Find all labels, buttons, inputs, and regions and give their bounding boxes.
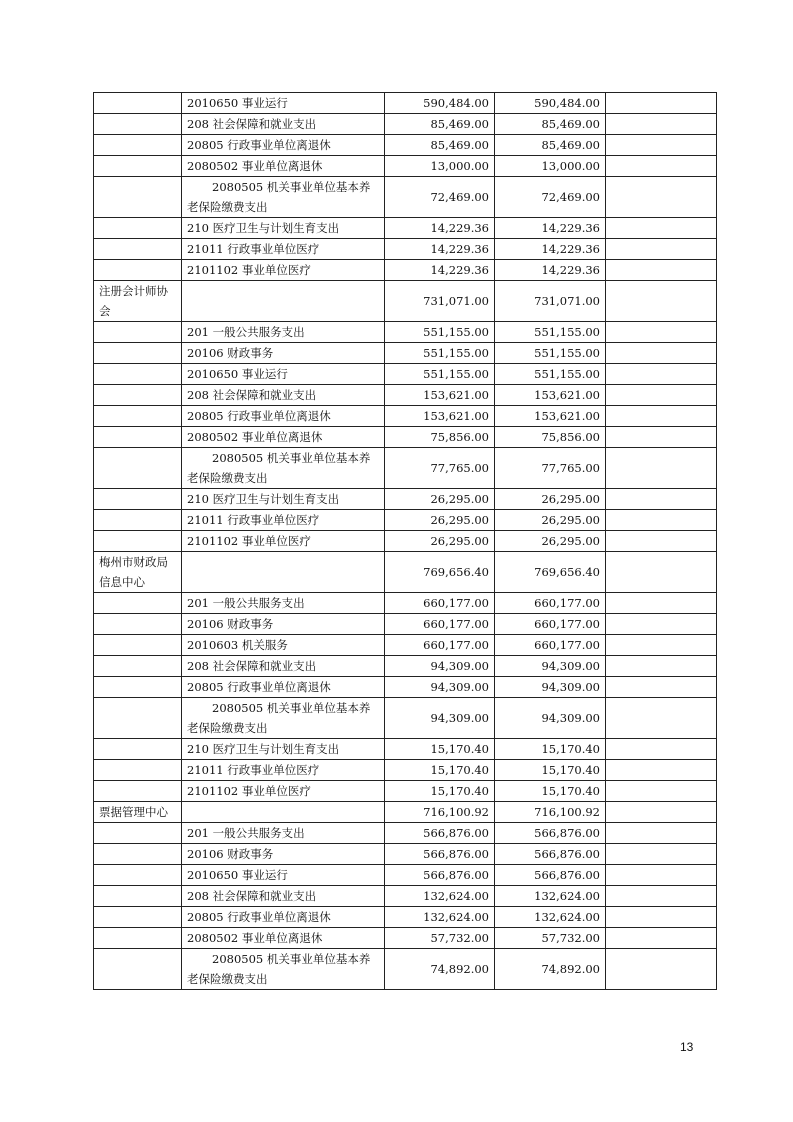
unit-cell [94, 928, 182, 949]
budget-item-cell: 208 社会保障和就业支出 [182, 114, 385, 135]
blank-cell [606, 656, 717, 677]
allocated-amount-cell: 660,177.00 [495, 635, 606, 656]
amount-cell: 94,309.00 [385, 677, 495, 698]
budget-item-cell: 21011 行政事业单位医疗 [182, 760, 385, 781]
amount-cell: 75,856.00 [385, 427, 495, 448]
budget-item-cell: 21011 行政事业单位医疗 [182, 239, 385, 260]
budget-item-cell: 2010603 机关服务 [182, 635, 385, 656]
budget-item-cell: 2010650 事业运行 [182, 865, 385, 886]
blank-cell [606, 739, 717, 760]
unit-cell [94, 760, 182, 781]
unit-name-line-1: 梅州市财政局 [99, 555, 168, 569]
blank-cell [606, 823, 717, 844]
blank-cell [606, 322, 717, 343]
budget-item-cell: 20106 财政事务 [182, 844, 385, 865]
table-row [94, 823, 717, 844]
allocated-amount-cell: 551,155.00 [495, 364, 606, 385]
allocated-amount-cell: 94,309.00 [495, 656, 606, 677]
amount-cell: 660,177.00 [385, 635, 495, 656]
allocated-amount-cell: 716,100.92 [495, 802, 606, 823]
allocated-amount-cell: 13,000.00 [495, 156, 606, 177]
budget-item-cell: 2010650 事业运行 [182, 364, 385, 385]
amount-cell: 15,170.40 [385, 781, 495, 802]
budget-item-cell: 20106 财政事务 [182, 343, 385, 364]
amount-cell: 566,876.00 [385, 865, 495, 886]
budget-item-cell: 2080502 事业单位离退休 [182, 427, 385, 448]
unit-cell [94, 886, 182, 907]
amount-cell: 94,309.00 [385, 656, 495, 677]
amount-cell: 660,177.00 [385, 593, 495, 614]
blank-cell [606, 281, 717, 322]
allocated-amount-cell: 132,624.00 [495, 886, 606, 907]
unit-cell [94, 93, 182, 114]
table-row [94, 177, 717, 218]
blank-cell [606, 239, 717, 260]
unit-cell [94, 552, 182, 593]
unit-cell [94, 614, 182, 635]
blank-cell [606, 364, 717, 385]
blank-cell [606, 531, 717, 552]
amount-cell: 57,732.00 [385, 928, 495, 949]
unit-cell [94, 781, 182, 802]
budget-item-cell: 20805 行政事业单位离退休 [182, 677, 385, 698]
budget-item-line-1: 2080505 机关事业单位基本养 [212, 180, 371, 194]
blank-cell [606, 949, 717, 990]
budget-item-cell: 20805 行政事业单位离退休 [182, 907, 385, 928]
budget-item-line-1: 2080505 机关事业单位基本养 [212, 952, 371, 966]
budget-item-cell [182, 698, 385, 739]
budget-table-body [94, 93, 717, 990]
table-row [94, 135, 717, 156]
amount-cell: 153,621.00 [385, 406, 495, 427]
budget-item-cell [182, 448, 385, 489]
table-row [94, 281, 717, 322]
table-row [94, 427, 717, 448]
allocated-amount-cell: 94,309.00 [495, 698, 606, 739]
blank-cell [606, 552, 717, 593]
unit-cell [94, 364, 182, 385]
table-row [94, 260, 717, 281]
budget-item-cell [182, 281, 385, 322]
allocated-amount-cell: 26,295.00 [495, 510, 606, 531]
blank-cell [606, 844, 717, 865]
blank-cell [606, 698, 717, 739]
allocated-amount-cell: 72,469.00 [495, 177, 606, 218]
amount-cell: 551,155.00 [385, 343, 495, 364]
budget-item-cell: 201 一般公共服务支出 [182, 322, 385, 343]
allocated-amount-cell: 132,624.00 [495, 907, 606, 928]
budget-item-cell: 20106 财政事务 [182, 614, 385, 635]
table-row [94, 677, 717, 698]
budget-item-cell: 210 医疗卫生与计划生育支出 [182, 489, 385, 510]
amount-cell: 566,876.00 [385, 844, 495, 865]
amount-cell: 15,170.40 [385, 760, 495, 781]
budget-item-cell: 20805 行政事业单位离退休 [182, 406, 385, 427]
unit-cell [94, 114, 182, 135]
allocated-amount-cell: 153,621.00 [495, 406, 606, 427]
amount-cell: 85,469.00 [385, 135, 495, 156]
table-row [94, 322, 717, 343]
table-row [94, 343, 717, 364]
table-row [94, 218, 717, 239]
amount-cell: 551,155.00 [385, 364, 495, 385]
unit-cell [94, 406, 182, 427]
budget-item-line-1: 2080505 机关事业单位基本养 [212, 701, 371, 715]
unit-cell [94, 489, 182, 510]
unit-cell [94, 385, 182, 406]
budget-item-cell: 2080502 事业单位离退休 [182, 156, 385, 177]
budget-table [93, 92, 717, 990]
unit-cell [94, 531, 182, 552]
unit-cell [94, 448, 182, 489]
unit-cell [94, 635, 182, 656]
unit-cell [94, 322, 182, 343]
blank-cell [606, 510, 717, 531]
allocated-amount-cell: 15,170.40 [495, 739, 606, 760]
blank-cell [606, 781, 717, 802]
budget-item-cell: 2101102 事业单位医疗 [182, 260, 385, 281]
unit-name-line-2: 信息中心 [99, 575, 145, 589]
table-row [94, 239, 717, 260]
budget-item-cell: 21011 行政事业单位医疗 [182, 510, 385, 531]
allocated-amount-cell: 660,177.00 [495, 614, 606, 635]
unit-cell [94, 907, 182, 928]
blank-cell [606, 343, 717, 364]
amount-cell: 85,469.00 [385, 114, 495, 135]
budget-item-cell: 208 社会保障和就业支出 [182, 886, 385, 907]
allocated-amount-cell: 566,876.00 [495, 844, 606, 865]
blank-cell [606, 114, 717, 135]
amount-cell: 132,624.00 [385, 907, 495, 928]
unit-cell [94, 239, 182, 260]
blank-cell [606, 218, 717, 239]
unit-cell [94, 135, 182, 156]
unit-name-line-2: 会 [99, 304, 111, 318]
budget-item-cell: 201 一般公共服务支出 [182, 823, 385, 844]
allocated-amount-cell: 660,177.00 [495, 593, 606, 614]
amount-cell: 13,000.00 [385, 156, 495, 177]
budget-item-cell: 208 社会保障和就业支出 [182, 385, 385, 406]
allocated-amount-cell: 26,295.00 [495, 531, 606, 552]
unit-cell [94, 510, 182, 531]
blank-cell [606, 135, 717, 156]
amount-cell: 660,177.00 [385, 614, 495, 635]
unit-cell [94, 739, 182, 760]
unit-cell [94, 260, 182, 281]
table-row [94, 385, 717, 406]
unit-cell [94, 823, 182, 844]
budget-item-cell [182, 949, 385, 990]
allocated-amount-cell: 26,295.00 [495, 489, 606, 510]
unit-cell [94, 656, 182, 677]
budget-item-cell [182, 177, 385, 218]
table-row [94, 489, 717, 510]
blank-cell [606, 928, 717, 949]
amount-cell: 26,295.00 [385, 531, 495, 552]
blank-cell [606, 593, 717, 614]
amount-cell: 132,624.00 [385, 886, 495, 907]
amount-cell: 551,155.00 [385, 322, 495, 343]
blank-cell [606, 614, 717, 635]
budget-item-line-2: 老保险缴费支出 [187, 972, 268, 986]
blank-cell [606, 406, 717, 427]
unit-cell [94, 427, 182, 448]
unit-cell [94, 218, 182, 239]
table-row [94, 698, 717, 739]
blank-cell [606, 677, 717, 698]
table-row [94, 907, 717, 928]
allocated-amount-cell: 14,229.36 [495, 260, 606, 281]
allocated-amount-cell: 769,656.40 [495, 552, 606, 593]
allocated-amount-cell: 551,155.00 [495, 343, 606, 364]
unit-cell [94, 343, 182, 364]
allocated-amount-cell: 566,876.00 [495, 865, 606, 886]
amount-cell: 74,892.00 [385, 949, 495, 990]
budget-item-cell: 2010650 事业运行 [182, 93, 385, 114]
unit-cell [94, 844, 182, 865]
table-row [94, 844, 717, 865]
table-row [94, 406, 717, 427]
unit-cell [94, 593, 182, 614]
unit-cell [94, 865, 182, 886]
blank-cell [606, 886, 717, 907]
blank-cell [606, 427, 717, 448]
table-row [94, 364, 717, 385]
allocated-amount-cell: 74,892.00 [495, 949, 606, 990]
unit-cell [94, 281, 182, 322]
allocated-amount-cell: 94,309.00 [495, 677, 606, 698]
blank-cell [606, 177, 717, 218]
unit-cell: 票据管理中心 [94, 802, 182, 823]
allocated-amount-cell: 15,170.40 [495, 781, 606, 802]
budget-item-cell: 208 社会保障和就业支出 [182, 656, 385, 677]
amount-cell: 14,229.36 [385, 218, 495, 239]
budget-item-line-2: 老保险缴费支出 [187, 471, 268, 485]
budget-item-cell [182, 802, 385, 823]
budget-item-cell: 210 医疗卫生与计划生育支出 [182, 739, 385, 760]
amount-cell: 153,621.00 [385, 385, 495, 406]
table-row [94, 114, 717, 135]
table-row [94, 781, 717, 802]
table-row [94, 928, 717, 949]
table-row [94, 949, 717, 990]
amount-cell: 77,765.00 [385, 448, 495, 489]
blank-cell [606, 385, 717, 406]
budget-item-line-1: 2080505 机关事业单位基本养 [212, 451, 371, 465]
amount-cell: 716,100.92 [385, 802, 495, 823]
table-row [94, 802, 717, 823]
blank-cell [606, 907, 717, 928]
allocated-amount-cell: 153,621.00 [495, 385, 606, 406]
unit-name-line-1: 注册会计师协 [99, 284, 168, 298]
allocated-amount-cell: 590,484.00 [495, 93, 606, 114]
budget-item-cell: 20805 行政事业单位离退休 [182, 135, 385, 156]
amount-cell: 14,229.36 [385, 239, 495, 260]
allocated-amount-cell: 15,170.40 [495, 760, 606, 781]
allocated-amount-cell: 14,229.36 [495, 239, 606, 260]
blank-cell [606, 156, 717, 177]
unit-cell [94, 177, 182, 218]
allocated-amount-cell: 731,071.00 [495, 281, 606, 322]
allocated-amount-cell: 77,765.00 [495, 448, 606, 489]
budget-item-cell: 201 一般公共服务支出 [182, 593, 385, 614]
table-row [94, 739, 717, 760]
allocated-amount-cell: 57,732.00 [495, 928, 606, 949]
table-row [94, 510, 717, 531]
unit-cell [94, 698, 182, 739]
allocated-amount-cell: 14,229.36 [495, 218, 606, 239]
allocated-amount-cell: 566,876.00 [495, 823, 606, 844]
blank-cell [606, 865, 717, 886]
amount-cell: 769,656.40 [385, 552, 495, 593]
blank-cell [606, 802, 717, 823]
table-row [94, 593, 717, 614]
allocated-amount-cell: 551,155.00 [495, 322, 606, 343]
blank-cell [606, 448, 717, 489]
allocated-amount-cell: 75,856.00 [495, 427, 606, 448]
blank-cell [606, 635, 717, 656]
amount-cell: 590,484.00 [385, 93, 495, 114]
table-row [94, 93, 717, 114]
allocated-amount-cell: 85,469.00 [495, 135, 606, 156]
amount-cell: 26,295.00 [385, 510, 495, 531]
blank-cell [606, 93, 717, 114]
table-row [94, 156, 717, 177]
unit-cell [94, 156, 182, 177]
allocated-amount-cell: 85,469.00 [495, 114, 606, 135]
table-row [94, 614, 717, 635]
amount-cell: 731,071.00 [385, 281, 495, 322]
budget-item-cell: 2101102 事业单位医疗 [182, 531, 385, 552]
table-row [94, 531, 717, 552]
table-row [94, 448, 717, 489]
budget-item-cell: 2101102 事业单位医疗 [182, 781, 385, 802]
budget-item-line-2: 老保险缴费支出 [187, 200, 268, 214]
blank-cell [606, 760, 717, 781]
budget-item-line-2: 老保险缴费支出 [187, 721, 268, 735]
unit-cell [94, 677, 182, 698]
blank-cell [606, 260, 717, 281]
amount-cell: 72,469.00 [385, 177, 495, 218]
table-row [94, 552, 717, 593]
amount-cell: 15,170.40 [385, 739, 495, 760]
table-row [94, 635, 717, 656]
amount-cell: 14,229.36 [385, 260, 495, 281]
budget-item-cell: 2080502 事业单位离退休 [182, 928, 385, 949]
budget-item-cell: 210 医疗卫生与计划生育支出 [182, 218, 385, 239]
amount-cell: 94,309.00 [385, 698, 495, 739]
table-row [94, 656, 717, 677]
budget-item-cell [182, 552, 385, 593]
amount-cell: 26,295.00 [385, 489, 495, 510]
page-number: 13 [680, 1040, 694, 1054]
unit-cell [94, 949, 182, 990]
blank-cell [606, 489, 717, 510]
table-row [94, 760, 717, 781]
table-row [94, 886, 717, 907]
amount-cell: 566,876.00 [385, 823, 495, 844]
table-row [94, 865, 717, 886]
